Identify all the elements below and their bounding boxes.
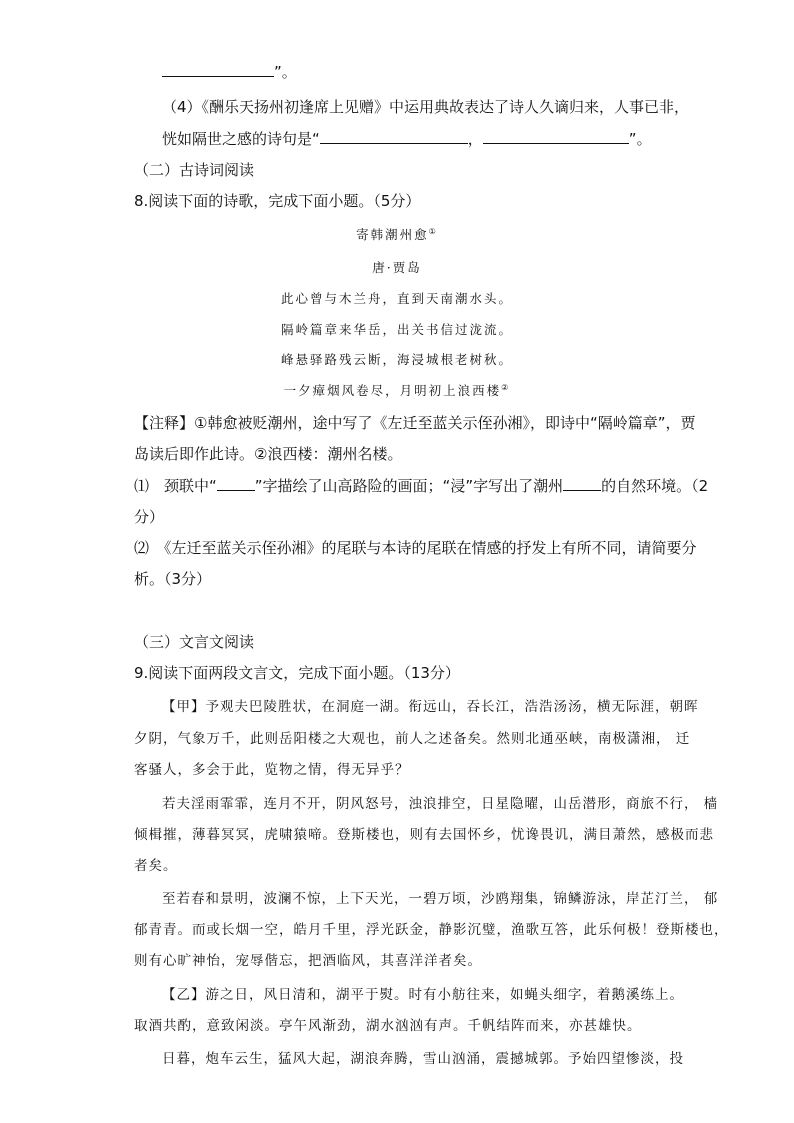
para2-line-1: 若夫淫雨霏霏，连月不开，阴风怒号，浊浪排空，日星隐曜，山岳潜形，商旅不行， 樯	[162, 796, 719, 812]
poem-title-text: 寄韩潮州愈	[356, 227, 429, 242]
para3-line-3: 则有心旷神怡，宠辱偕忘，把酒临风，其喜洋洋者矣。	[134, 953, 482, 969]
q8-sub1-c: 的自然环境。（2	[601, 477, 709, 495]
yi-line-2: 取酒共酌，意致闲淡。亭午风渐劲，湖水汹汹有声。千帆结阵而来，亦甚雄快。	[134, 1018, 642, 1034]
poem-line-3: 峰悬驿路残云断，海浸城根老树秋。	[280, 352, 513, 367]
poem-note-mark: ①	[428, 226, 438, 236]
q7-item4-prefix: 恍如隔世之感的诗句是“	[162, 130, 320, 148]
q7-item4-line2	[162, 129, 652, 149]
para2-line-3: 者矣。	[134, 858, 178, 874]
answer-blank	[483, 129, 629, 144]
q8-sub1-line2: 分）	[134, 508, 165, 526]
q8-sub1-a: ⑴ 颈联中“	[134, 477, 217, 495]
section3-title: （三）文言文阅读	[134, 633, 255, 651]
q8-stem: 8.阅读下面的诗歌，完成下面小题。（5分）	[134, 192, 421, 210]
q8-sub2-line2: 析。（3分）	[134, 570, 212, 588]
note-line-2: 岛读后即作此诗。②浪西楼：潮州名楼。	[134, 445, 403, 463]
q7-item4-sep: ，	[467, 130, 483, 148]
answer-blank	[563, 477, 601, 491]
note-line-1: 【注释】①韩愈被贬潮州，途中写了《左迁至蓝关示侄孙湘》，即诗中“隔岭篇章”，贾	[134, 414, 696, 432]
poem-line-1: 此心曾与木兰舟，直到天南潮水头。	[280, 291, 513, 306]
answer-blank	[320, 129, 468, 144]
q8-sub2-line1: ⑵ 《左迁至蓝关示侄孙湘》的尾联与本诗的尾联在情感的抒发上有所不同，请简要分	[134, 539, 697, 557]
poem-line-4	[0, 381, 794, 399]
poem-line-4-text: 一夕瘴烟风卷尽，月明初上浪西楼	[283, 383, 502, 398]
answer-blank	[217, 477, 255, 491]
para3-line-1: 至若春和景明，波澜不惊，上下天光，一碧万顷，沙鸥翔集，锦鳞游泳，岸芷汀兰， 郁	[162, 891, 719, 907]
q7-tail-line	[162, 62, 297, 82]
q9-stem: 9.阅读下面两段文言文，完成下面小题。（13分）	[134, 664, 460, 682]
q7-item4-line1: （4）《酬乐天扬州初逢席上见赠》中运用典故表达了诗人久谪归来，人事已非，	[162, 98, 690, 116]
para2-line-2: 倾楫摧，薄暮冥冥，虎啸猿啼。登斯楼也，则有去国怀乡，忧谗畏讥，满目萧然，感极而悲	[134, 827, 714, 843]
q7-item4-end: ”。	[628, 130, 652, 148]
poem-line-2: 隔岭篇章来华岳，出关书信过泷流。	[280, 322, 513, 337]
poem-last-note-mark: ②	[501, 382, 511, 392]
jia-line-1: 【甲】予观夫巴陵胜状，在洞庭一湖。衔远山，吞长江，浩浩汤汤，横无际涯，朝晖	[162, 699, 699, 715]
section2-title: （二）古诗词阅读	[134, 161, 255, 179]
q8-sub1-line1	[134, 476, 708, 496]
poem-title	[0, 225, 794, 243]
jia-line-2: 夕阴，气象万千，此则岳阳楼之大观也，前人之述备矣。然则北通巫峡，南极潇湘， 迁	[134, 731, 691, 747]
q7-tail-text: ”。	[274, 63, 297, 81]
last-line: 日暮，炮车云生，猛风大起，湖浪奔腾，雪山汹涌，震撼城郭。予始四望惨淡，投	[162, 1051, 684, 1067]
para3-line-2: 郁青青。而或长烟一空，皓月千里，浮光跃金，静影沉璧，渔歌互答，此乐何极！登斯楼也，	[134, 922, 729, 938]
q8-sub1-b: ”字描绘了山高路险的画面；“浸”字写出了潮州	[254, 477, 564, 495]
jia-line-3: 客骚人，多会于此，览物之情，得无异乎？	[134, 762, 410, 778]
yi-line-1: 【乙】游之日，风日清和，湖平于熨。时有小舫往来，如蝇头细字，着鹅溪练上。	[162, 987, 684, 1003]
poem-author: 唐·贾岛	[372, 260, 422, 275]
answer-blank	[162, 62, 274, 77]
